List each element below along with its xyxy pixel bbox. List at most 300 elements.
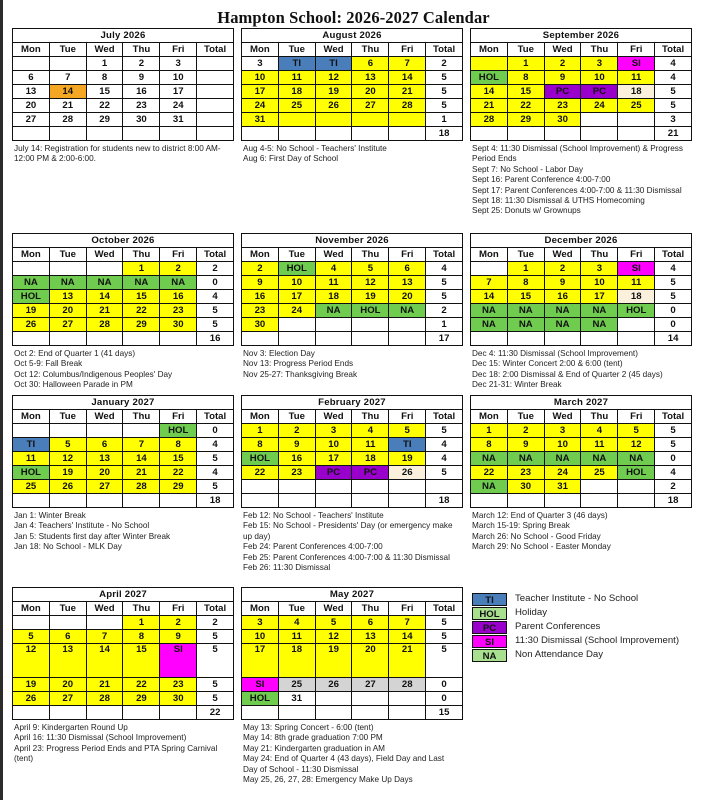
day-cell[interactable]: 26 xyxy=(13,692,50,706)
spacer-cell xyxy=(315,127,352,141)
day-cell[interactable]: 27 xyxy=(49,692,86,706)
day-cell[interactable]: 12 xyxy=(618,438,655,452)
day-cell[interactable]: 8 xyxy=(160,438,197,452)
day-cell[interactable] xyxy=(618,318,655,332)
note-line: May 14: 8th grade graduation 7:00 PM xyxy=(243,733,383,743)
note-line: Dec 18: 2:00 Dismissal & End of Quarter 2 (45 days) xyxy=(472,369,663,379)
day-cell[interactable]: 25 xyxy=(278,99,315,113)
day-cell[interactable]: 10 xyxy=(242,71,279,85)
day-cell[interactable] xyxy=(49,57,86,71)
day-cell[interactable]: 23 xyxy=(160,304,197,318)
day-cell[interactable]: 20 xyxy=(352,644,389,678)
day-cell[interactable]: 3 xyxy=(242,616,279,630)
day-cell[interactable] xyxy=(471,57,508,71)
day-cell[interactable]: 2 xyxy=(160,616,197,630)
day-cell[interactable]: 2 xyxy=(242,262,279,276)
day-cell[interactable]: 28 xyxy=(86,692,123,706)
day-cell[interactable] xyxy=(49,424,86,438)
day-cell[interactable]: 23 xyxy=(278,466,315,480)
day-cell[interactable]: 9 xyxy=(544,71,581,85)
day-cell[interactable]: 10 xyxy=(242,630,279,644)
day-cell[interactable]: 24 xyxy=(160,99,197,113)
day-cell[interactable]: 25 xyxy=(13,480,50,494)
day-cell[interactable]: 11 xyxy=(278,71,315,85)
day-cell[interactable]: SI xyxy=(160,644,197,678)
day-cell[interactable]: 2 xyxy=(160,262,197,276)
day-cell[interactable]: 27 xyxy=(86,480,123,494)
day-cell[interactable]: 10 xyxy=(315,438,352,452)
day-cell[interactable]: NA xyxy=(123,276,160,290)
day-cell[interactable]: NA xyxy=(507,318,544,332)
day-cell[interactable] xyxy=(581,113,618,127)
day-cell[interactable]: 10 xyxy=(160,71,197,85)
day-cell[interactable]: NA xyxy=(315,304,352,318)
day-cell[interactable]: 3 xyxy=(544,424,581,438)
day-cell[interactable]: 7 xyxy=(86,630,123,644)
day-cell[interactable]: 3 xyxy=(242,57,279,71)
day-cell[interactable]: 14 xyxy=(123,452,160,466)
day-cell[interactable]: TI xyxy=(13,438,50,452)
note-line: Dec 21-31: Winter Break xyxy=(472,380,562,390)
day-cell[interactable]: 8 xyxy=(86,71,123,85)
day-cell[interactable]: 5 xyxy=(389,424,426,438)
day-cell[interactable]: HOL xyxy=(13,290,50,304)
day-cell[interactable]: 12 xyxy=(315,630,352,644)
day-cell[interactable] xyxy=(618,480,655,494)
day-cell[interactable]: 19 xyxy=(315,644,352,678)
day-cell[interactable]: 3 xyxy=(315,424,352,438)
day-cell[interactable]: 5 xyxy=(315,616,352,630)
day-cell[interactable]: 2 xyxy=(507,424,544,438)
day-cell[interactable]: NA xyxy=(544,318,581,332)
day-cell[interactable]: 26 xyxy=(315,99,352,113)
day-cell[interactable]: 19 xyxy=(13,678,50,692)
day-cell[interactable]: 28 xyxy=(389,678,426,692)
day-cell[interactable]: 13 xyxy=(49,644,86,678)
day-cell[interactable]: 23 xyxy=(123,99,160,113)
day-cell[interactable]: 24 xyxy=(544,466,581,480)
day-cell[interactable]: 9 xyxy=(507,438,544,452)
day-cell[interactable]: 22 xyxy=(160,466,197,480)
day-cell[interactable]: 25 xyxy=(581,466,618,480)
day-cell[interactable]: 21 xyxy=(389,644,426,678)
note-line: Feb 12: No School - Teachers' Institute xyxy=(243,511,384,520)
day-cell[interactable]: 21 xyxy=(471,99,508,113)
day-cell[interactable]: 22 xyxy=(471,466,508,480)
day-cell[interactable]: 20 xyxy=(352,85,389,99)
day-cell[interactable]: 7 xyxy=(389,616,426,630)
day-cell[interactable] xyxy=(86,616,123,630)
day-cell[interactable] xyxy=(242,480,279,494)
day-cell[interactable]: 1 xyxy=(86,57,123,71)
day-cell[interactable]: 2 xyxy=(544,57,581,71)
day-cell[interactable]: 16 xyxy=(544,290,581,304)
day-cell[interactable]: 14 xyxy=(49,85,86,99)
legend-item-na xyxy=(472,649,694,662)
day-cell[interactable]: 15 xyxy=(123,644,160,678)
day-cell[interactable] xyxy=(352,113,389,127)
day-cell[interactable]: 17 xyxy=(242,85,279,99)
day-cell[interactable]: 13 xyxy=(352,630,389,644)
day-cell[interactable]: 28 xyxy=(49,113,86,127)
day-cell[interactable]: 22 xyxy=(123,678,160,692)
day-cell[interactable]: 4 xyxy=(581,424,618,438)
day-cell[interactable]: 5 xyxy=(618,424,655,438)
day-cell[interactable]: 17 xyxy=(242,644,279,678)
day-cell[interactable]: HOL xyxy=(352,304,389,318)
day-cell[interactable]: NA xyxy=(618,452,655,466)
day-cell[interactable]: 6 xyxy=(352,57,389,71)
day-cell[interactable]: 20 xyxy=(13,99,50,113)
week-row xyxy=(13,304,234,318)
note-line: May 25, 26, 27, 28: Emergency Make Up Days xyxy=(243,775,413,785)
day-cell[interactable]: NA xyxy=(544,304,581,318)
day-cell[interactable]: 14 xyxy=(86,290,123,304)
day-cell[interactable]: 6 xyxy=(86,438,123,452)
day-cell[interactable]: 23 xyxy=(507,466,544,480)
day-cell[interactable]: PC xyxy=(352,466,389,480)
day-cell[interactable]: 29 xyxy=(160,480,197,494)
day-cell[interactable]: 28 xyxy=(389,99,426,113)
month-table xyxy=(470,395,692,508)
day-cell[interactable]: NA xyxy=(544,452,581,466)
day-cell[interactable]: 14 xyxy=(389,630,426,644)
day-cell[interactable]: 29 xyxy=(86,113,123,127)
day-cell[interactable]: HOL xyxy=(242,452,279,466)
day-cell[interactable]: TI xyxy=(315,57,352,71)
column-header-wed: Wed xyxy=(86,43,123,57)
day-cell[interactable]: 22 xyxy=(507,99,544,113)
day-cell[interactable]: 8 xyxy=(507,276,544,290)
day-cell[interactable]: NA xyxy=(471,318,508,332)
day-cell[interactable]: NA xyxy=(581,304,618,318)
day-cell[interactable]: 18 xyxy=(315,290,352,304)
day-cell[interactable]: 7 xyxy=(49,71,86,85)
day-cell[interactable]: 21 xyxy=(49,99,86,113)
day-cell[interactable]: NA xyxy=(160,276,197,290)
day-cell[interactable]: 13 xyxy=(389,276,426,290)
day-cell[interactable]: 6 xyxy=(49,630,86,644)
day-cell[interactable]: PC xyxy=(315,466,352,480)
day-cell[interactable]: 1 xyxy=(471,424,508,438)
day-cell[interactable]: 23 xyxy=(544,99,581,113)
day-cell[interactable]: 1 xyxy=(123,616,160,630)
day-cell[interactable]: 9 xyxy=(544,276,581,290)
day-cell[interactable]: 3 xyxy=(581,57,618,71)
day-cell[interactable]: 31 xyxy=(242,113,279,127)
day-cell[interactable]: 31 xyxy=(278,692,315,706)
day-cell[interactable]: 29 xyxy=(123,692,160,706)
day-cell[interactable]: 3 xyxy=(160,57,197,71)
day-cell[interactable] xyxy=(278,113,315,127)
day-cell[interactable] xyxy=(13,57,50,71)
day-cell[interactable]: 27 xyxy=(352,99,389,113)
day-cell[interactable]: PC xyxy=(581,85,618,99)
day-cell[interactable]: NA xyxy=(507,452,544,466)
spacer-cell xyxy=(471,332,508,346)
day-cell[interactable]: 9 xyxy=(160,630,197,644)
day-cell[interactable]: 8 xyxy=(242,438,279,452)
day-cell[interactable]: HOL xyxy=(278,262,315,276)
day-cell[interactable]: 31 xyxy=(544,480,581,494)
day-cell[interactable]: 11 xyxy=(315,276,352,290)
day-cell[interactable]: 30 xyxy=(507,480,544,494)
day-cell[interactable]: 9 xyxy=(278,438,315,452)
day-cell[interactable]: 16 xyxy=(242,290,279,304)
day-cell[interactable]: 18 xyxy=(618,85,655,99)
day-cell[interactable]: 9 xyxy=(123,71,160,85)
day-cell[interactable]: PC xyxy=(544,85,581,99)
day-cell[interactable]: 8 xyxy=(507,71,544,85)
day-cell[interactable]: 16 xyxy=(123,85,160,99)
day-cell[interactable]: 13 xyxy=(352,71,389,85)
day-cell[interactable]: 11 xyxy=(618,276,655,290)
day-cell[interactable] xyxy=(13,424,50,438)
day-cell[interactable]: 2 xyxy=(123,57,160,71)
day-cell[interactable]: 20 xyxy=(389,290,426,304)
day-cell[interactable]: 30 xyxy=(544,113,581,127)
day-cell[interactable]: NA xyxy=(471,480,508,494)
day-cell[interactable]: 16 xyxy=(278,452,315,466)
day-cell[interactable] xyxy=(389,113,426,127)
day-cell[interactable]: 23 xyxy=(160,678,197,692)
day-cell[interactable]: SI xyxy=(618,57,655,71)
day-cell[interactable] xyxy=(581,480,618,494)
day-cell[interactable]: 2 xyxy=(544,262,581,276)
day-cell[interactable]: 27 xyxy=(49,318,86,332)
day-cell[interactable] xyxy=(86,262,123,276)
column-header-total: Total xyxy=(197,43,234,57)
day-cell[interactable]: 20 xyxy=(49,678,86,692)
day-cell[interactable]: 21 xyxy=(86,678,123,692)
day-cell[interactable]: 27 xyxy=(13,113,50,127)
day-cell[interactable] xyxy=(278,480,315,494)
day-cell[interactable]: 5 xyxy=(49,438,86,452)
day-cell[interactable]: 6 xyxy=(13,71,50,85)
day-cell[interactable]: 20 xyxy=(49,304,86,318)
day-cell[interactable] xyxy=(49,616,86,630)
day-cell[interactable]: 14 xyxy=(471,85,508,99)
month-total-row xyxy=(242,127,463,141)
day-cell[interactable]: TI xyxy=(278,57,315,71)
day-cell[interactable] xyxy=(315,113,352,127)
day-cell[interactable]: 15 xyxy=(123,290,160,304)
day-cell[interactable]: SI xyxy=(618,262,655,276)
day-cell[interactable]: NA xyxy=(507,304,544,318)
day-cell[interactable]: 30 xyxy=(160,692,197,706)
day-cell[interactable]: 29 xyxy=(507,113,544,127)
day-cell[interactable] xyxy=(389,480,426,494)
day-cell[interactable]: 8 xyxy=(123,630,160,644)
day-cell[interactable]: 15 xyxy=(507,290,544,304)
day-cell[interactable]: 29 xyxy=(123,318,160,332)
day-cell[interactable]: NA xyxy=(86,276,123,290)
day-cell[interactable]: 11 xyxy=(581,438,618,452)
day-cell[interactable]: 11 xyxy=(618,71,655,85)
day-cell[interactable]: 19 xyxy=(49,466,86,480)
day-cell[interactable]: NA xyxy=(471,452,508,466)
legend-item-ti xyxy=(472,593,694,606)
day-cell[interactable]: 11 xyxy=(278,630,315,644)
day-cell[interactable]: 4 xyxy=(352,424,389,438)
legend-label: Parent Conferences xyxy=(515,621,601,632)
day-cell[interactable]: 9 xyxy=(242,276,279,290)
day-cell[interactable]: 19 xyxy=(389,452,426,466)
week-total-cell xyxy=(197,99,234,113)
day-cell[interactable]: 23 xyxy=(242,304,279,318)
day-cell[interactable]: HOL xyxy=(242,692,279,706)
day-cell[interactable]: 13 xyxy=(49,290,86,304)
day-cell[interactable]: 26 xyxy=(315,678,352,692)
day-cell[interactable]: 21 xyxy=(389,85,426,99)
day-cell[interactable]: 13 xyxy=(13,85,50,99)
day-cell[interactable]: 30 xyxy=(242,318,279,332)
day-cell[interactable]: SI xyxy=(242,678,279,692)
day-cell[interactable]: 18 xyxy=(278,644,315,678)
week-row xyxy=(13,424,234,438)
column-header-thu: Thu xyxy=(352,410,389,424)
day-cell[interactable]: 3 xyxy=(581,262,618,276)
month-block xyxy=(12,395,241,587)
day-cell[interactable]: 12 xyxy=(13,644,50,678)
day-cell[interactable]: 15 xyxy=(507,85,544,99)
day-cell[interactable]: 15 xyxy=(86,85,123,99)
day-cell[interactable]: 5 xyxy=(352,262,389,276)
day-cell[interactable] xyxy=(315,692,352,706)
day-cell[interactable]: 28 xyxy=(86,318,123,332)
day-cell[interactable] xyxy=(315,480,352,494)
day-cell[interactable]: 21 xyxy=(86,304,123,318)
day-cell[interactable]: 19 xyxy=(13,304,50,318)
day-cell[interactable]: NA xyxy=(581,318,618,332)
day-cell[interactable]: 4 xyxy=(278,616,315,630)
spacer-cell xyxy=(242,127,279,141)
day-cell[interactable]: HOL xyxy=(160,424,197,438)
day-cell[interactable]: 12 xyxy=(315,71,352,85)
day-cell[interactable]: 17 xyxy=(315,452,352,466)
day-cell[interactable]: 15 xyxy=(160,452,197,466)
day-cell[interactable] xyxy=(278,318,315,332)
day-cell[interactable]: 30 xyxy=(123,113,160,127)
day-cell[interactable]: 17 xyxy=(278,290,315,304)
day-cell[interactable] xyxy=(352,692,389,706)
day-cell[interactable]: 1 xyxy=(507,262,544,276)
day-cell[interactable]: 20 xyxy=(86,466,123,480)
day-cell[interactable]: 24 xyxy=(278,304,315,318)
day-cell[interactable]: 7 xyxy=(123,438,160,452)
day-cell[interactable]: 1 xyxy=(242,424,279,438)
day-cell[interactable]: 18 xyxy=(618,290,655,304)
day-cell[interactable]: 1 xyxy=(507,57,544,71)
day-cell[interactable]: 17 xyxy=(581,290,618,304)
day-cell[interactable]: HOL xyxy=(13,466,50,480)
day-cell[interactable]: 28 xyxy=(471,113,508,127)
column-header-wed: Wed xyxy=(544,410,581,424)
day-cell[interactable]: 11 xyxy=(13,452,50,466)
day-cell[interactable]: 14 xyxy=(86,644,123,678)
day-cell[interactable]: 10 xyxy=(278,276,315,290)
day-cell[interactable]: 14 xyxy=(389,71,426,85)
day-cell[interactable]: NA xyxy=(581,452,618,466)
day-cell[interactable]: 28 xyxy=(123,480,160,494)
day-cell[interactable] xyxy=(123,424,160,438)
day-cell[interactable] xyxy=(618,113,655,127)
day-cell[interactable]: 6 xyxy=(389,262,426,276)
day-cell[interactable] xyxy=(49,262,86,276)
day-cell[interactable]: 21 xyxy=(123,466,160,480)
day-cell[interactable] xyxy=(389,692,426,706)
day-cell[interactable]: 27 xyxy=(352,678,389,692)
day-cell[interactable]: NA xyxy=(13,276,50,290)
day-cell[interactable]: HOL xyxy=(618,304,655,318)
day-cell[interactable]: 10 xyxy=(581,276,618,290)
day-cell[interactable]: NA xyxy=(389,304,426,318)
day-cell[interactable]: 18 xyxy=(278,85,315,99)
day-cell[interactable]: 12 xyxy=(49,452,86,466)
day-cell[interactable]: 30 xyxy=(160,318,197,332)
day-cell[interactable] xyxy=(13,262,50,276)
week-total-cell: 4 xyxy=(197,438,234,452)
day-cell[interactable]: NA xyxy=(471,304,508,318)
day-cell[interactable]: 13 xyxy=(86,452,123,466)
day-cell[interactable]: 10 xyxy=(544,438,581,452)
day-cell[interactable]: 22 xyxy=(123,304,160,318)
day-cell[interactable]: 6 xyxy=(352,616,389,630)
day-cell[interactable] xyxy=(13,616,50,630)
day-cell[interactable]: 7 xyxy=(471,276,508,290)
day-cell[interactable]: 1 xyxy=(123,262,160,276)
day-cell[interactable]: 26 xyxy=(13,318,50,332)
day-cell[interactable] xyxy=(352,318,389,332)
day-cell[interactable]: TI xyxy=(389,438,426,452)
day-cell[interactable]: 22 xyxy=(242,466,279,480)
day-cell[interactable]: 24 xyxy=(242,99,279,113)
day-cell[interactable]: 17 xyxy=(160,85,197,99)
day-cell[interactable]: 16 xyxy=(160,290,197,304)
month-total-row xyxy=(471,127,692,141)
day-cell[interactable] xyxy=(352,480,389,494)
day-cell[interactable]: 22 xyxy=(86,99,123,113)
day-cell[interactable]: 4 xyxy=(315,262,352,276)
day-cell[interactable]: 24 xyxy=(581,99,618,113)
day-cell[interactable] xyxy=(86,424,123,438)
day-cell[interactable] xyxy=(471,262,508,276)
day-cell[interactable]: HOL xyxy=(618,466,655,480)
day-cell[interactable]: 11 xyxy=(352,438,389,452)
day-cell[interactable]: 31 xyxy=(160,113,197,127)
day-cell[interactable]: 25 xyxy=(618,99,655,113)
day-cell[interactable]: 18 xyxy=(352,452,389,466)
day-cell[interactable]: 19 xyxy=(315,85,352,99)
day-cell[interactable]: 8 xyxy=(471,438,508,452)
day-cell[interactable]: HOL xyxy=(471,71,508,85)
day-cell[interactable]: 10 xyxy=(581,71,618,85)
day-cell[interactable]: 14 xyxy=(471,290,508,304)
day-cell[interactable]: 5 xyxy=(13,630,50,644)
day-cell[interactable]: 7 xyxy=(389,57,426,71)
day-cell[interactable]: NA xyxy=(49,276,86,290)
day-cell[interactable]: 26 xyxy=(389,466,426,480)
day-cell[interactable]: 2 xyxy=(278,424,315,438)
day-cell[interactable]: 19 xyxy=(352,290,389,304)
day-cell[interactable]: 25 xyxy=(278,678,315,692)
day-cell[interactable] xyxy=(315,318,352,332)
note-line: Feb 24: Parent Conferences 4:00-7:00 xyxy=(243,542,383,552)
legend-label: Teacher Institute - No School xyxy=(515,593,639,604)
day-cell[interactable] xyxy=(389,318,426,332)
day-cell[interactable]: 12 xyxy=(352,276,389,290)
day-cell[interactable]: 26 xyxy=(49,480,86,494)
